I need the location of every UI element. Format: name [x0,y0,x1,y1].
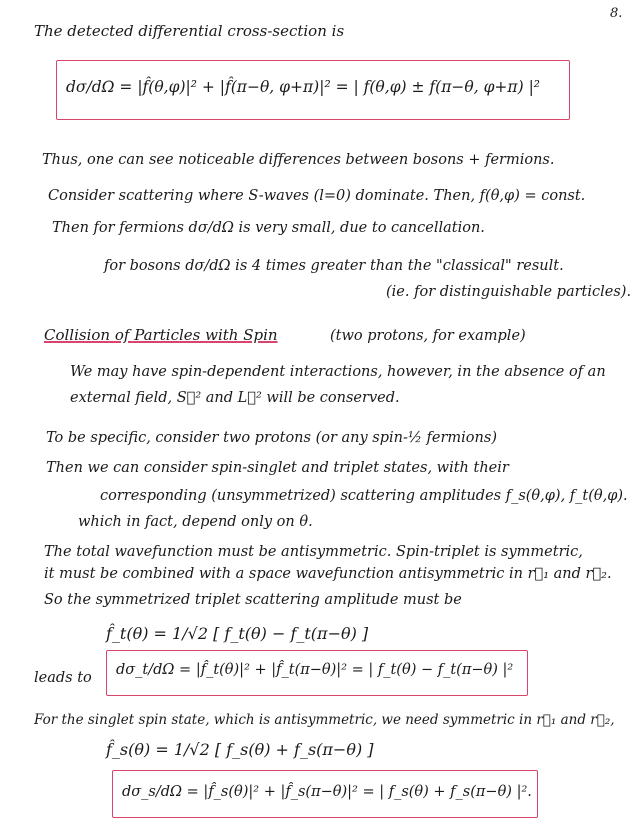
text-line-fermions: Then for fermions dσ/dΩ is very small, due to cancellation. [52,220,485,236]
text-line-amplitudes: corresponding (unsymmetrized) scattering amplitudes f_s(θ,φ), f_t(θ,φ). [100,488,628,504]
intro-line: The detected differential cross-section is [34,22,345,40]
text-line-s-waves: Consider scattering where S-waves (l=0) dominate. Then, f(θ,φ) = const. [48,188,586,204]
triplet-cross-section-equation: dσ_t/dΩ = |f̂_t(θ)|² + |f̂_t(π−θ)|² = | f_t(θ) − f_t(π−θ) |² [116,662,514,678]
triplet-amplitude-equation: f̂_t(θ) = 1/√2 [ f_t(θ) − f_t(π−θ) ] [106,624,369,643]
text-line-specific: To be specific, consider two protons (or any spin-½ fermions) [46,430,497,446]
text-line-space-wavefunction: it must be combined with a space wavefunction antisymmetric in r⃗₁ and r⃗₂. [44,566,612,582]
text-line-distinguishable: (ie. for distinguishable particles). [386,284,632,300]
text-line-antisymmetric: The total wavefunction must be antisymmetric. Spin-triplet is symmetric, [44,544,583,560]
text-line-singlet-triplet: Then we can consider spin-singlet and triplet states, with their [46,460,509,476]
text-line-depend-theta: which in fact, depend only on θ. [78,514,313,530]
text-line-symmetrized: So the symmetrized triplet scattering amplitude must be [44,592,462,608]
text-line-conserved: external field, S⃗² and L⃗² will be conserved. [70,390,400,406]
singlet-cross-section-equation: dσ_s/dΩ = |f̂_s(θ)|² + |f̂_s(π−θ)|² = | f_s(θ) + f_s(π−θ) |². [122,784,532,800]
text-line-bosons: for bosons dσ/dΩ is 4 times greater than the "classical" result. [104,258,564,274]
section-heading: Collision of Particles with Spin [44,326,278,344]
text-line-spin-dependent: We may have spin-dependent interactions, however, in the absence of an [70,364,606,380]
leads-to-label: leads to [34,670,92,686]
section-heading-note: (two protons, for example) [330,328,526,344]
singlet-amplitude-equation: f̂_s(θ) = 1/√2 [ f_s(θ) + f_s(π−θ) ] [106,740,374,759]
page-number: 8. [610,6,623,21]
cross-section-equation: dσ/dΩ = |f̂(θ,φ)|² + |f̂(π−θ, φ+π)|² = | f(θ,φ) ± f(π−θ, φ+π) |² [66,78,541,96]
text-line-bosons-fermions: Thus, one can see noticeable differences between bosons + fermions. [42,152,555,168]
text-line-singlet: For the singlet spin state, which is antisymmetric, we need symmetric in r⃗₁ and r⃗₂, [34,712,615,728]
